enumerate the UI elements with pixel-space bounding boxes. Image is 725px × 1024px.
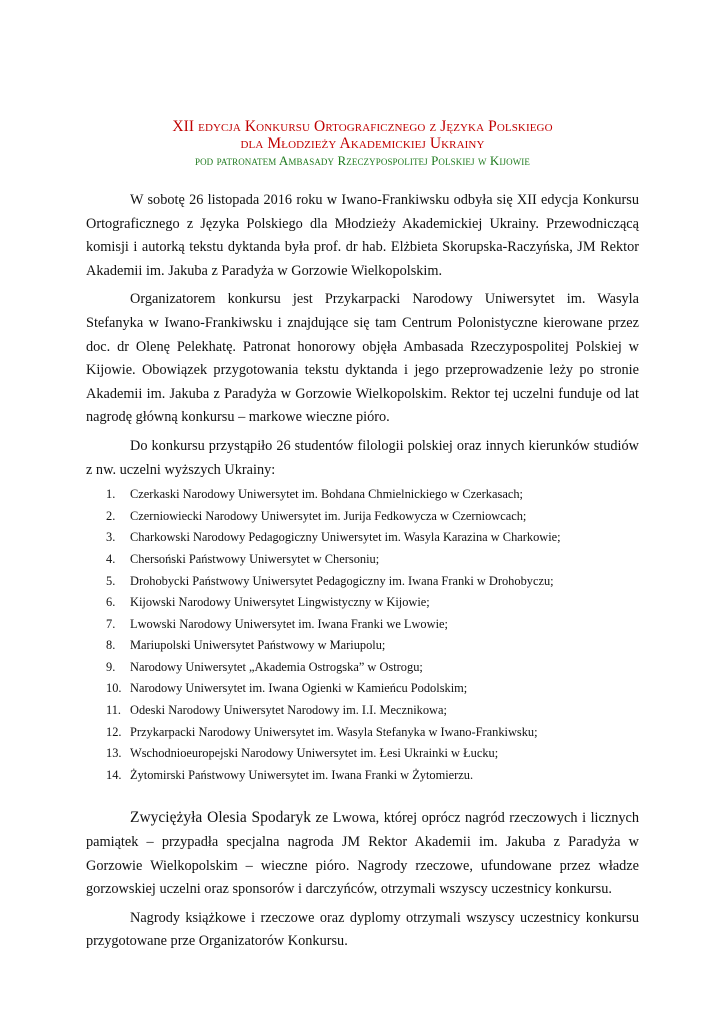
list-item-text: Czerniowiecki Narodowy Uniwersytet im. Jurija Fedkowycza w Czerniowcach; <box>130 508 527 523</box>
list-item-number: 6. <box>106 595 116 610</box>
paragraph-prizes: Nagrody książkowe i rzeczowe oraz dyplomy otrzymali wszyscy uczestnicy konkursu przygotowane prze Organizatorów Konkursu. <box>86 909 639 950</box>
list-item <box>86 506 639 528</box>
list-item-number: 7. <box>106 616 116 631</box>
list-item <box>86 549 639 571</box>
list-item-number: 2. <box>106 508 116 523</box>
list-item <box>86 484 639 506</box>
list-item-text: Narodowy Uniwersytet „Akademia Ostrogska” w Ostrogu; <box>130 659 423 674</box>
list-item <box>86 527 639 549</box>
title-line-1: XII edycja Konkursu Ortograficznego z Języka Polskiego <box>172 118 553 135</box>
winner-name: Zwyciężyła Olesia Spodaryk <box>130 809 311 827</box>
list-item <box>86 765 639 787</box>
winner-description: ze Lwowa, której oprócz nagród rzeczowych i licznych pamiątek – przypadła specjalna nagroda JM Rektor Akademii im. Jakuba z Paradyża w Gorzowie Wielkopolskim – wieczne pióro. Nagrody rzeczowe, ufundowane przez władze gorzowskiej uczelni oraz sponsorów i darczyńców, otrzymali wszyscy uczestnicy konkursu. <box>86 810 639 898</box>
list-item-text: Kijowski Narodowy Uniwersytet Lingwistyczny w Kijowie; <box>130 595 430 610</box>
subtitle-patronage: pod patronatem Ambasady Rzeczypospolitej Polskiej w Kijowie <box>194 153 531 168</box>
list-item-text: Odeski Narodowy Uniwersytet Narodowy im. I.I. Mecznikowa; <box>130 703 447 718</box>
document-body <box>86 189 639 954</box>
list-item <box>86 678 639 700</box>
title-line-2: dla Młodzieży Akademickiej Ukrainy <box>240 135 485 152</box>
list-item-number: 5. <box>106 573 116 588</box>
university-list <box>86 484 639 786</box>
paragraph-intro: W sobotę 26 listopada 2016 roku w Iwano-Frankiwsku odbyła się XII edycja Konkursu Ortograficznego z Języka Polskiego dla Młodzieży Akademickiej Ukrainy. Przewodniczącą komisji i autorką tekstu dyktanda była prof. dr hab. Elżbieta Skorupska-Raczyńska, JM Rektor Akademii im. Jakuba z Paradyża w Gorzowie Wielkopolskim. <box>86 192 639 279</box>
list-item-number: 3. <box>106 530 116 545</box>
list-item <box>86 614 639 636</box>
list-item <box>86 743 639 765</box>
list-item-number: 8. <box>106 638 116 653</box>
list-item-text: Drohobycki Państwowy Uniwersytet Pedagogiczny im. Iwana Franki w Drohobyczu; <box>130 573 554 588</box>
list-item <box>86 635 639 657</box>
list-item-text: Charkowski Narodowy Pedagogiczny Uniwersytet im. Wasyla Karazina w Charkowie; <box>130 530 561 545</box>
list-item-number: 13. <box>106 746 122 761</box>
paragraph-participants: Do konkursu przystąpiło 26 studentów filologii polskiej oraz innych kierunków studiów z nw. uczelni wyższych Ukrainy: <box>86 437 639 478</box>
list-item <box>86 592 639 614</box>
list-item-number: 4. <box>106 551 116 566</box>
list-item <box>86 571 639 593</box>
paragraph-winner <box>86 806 639 901</box>
list-item <box>86 722 639 744</box>
list-item-text: Mariupolski Uniwersytet Państwowy w Mariupolu; <box>130 638 386 653</box>
list-item-text: Czerkaski Narodowy Uniwersytet im. Bohdana Chmielnickiego w Czerkasach; <box>130 487 523 502</box>
list-item-number: 14. <box>106 767 122 782</box>
list-item-number: 12. <box>106 724 122 739</box>
list-item-text: Chersoński Państwowy Uniwersytet w Chersoniu; <box>130 551 380 566</box>
paragraph-organizer: Organizatorem konkursu jest Przykarpacki Narodowy Uniwersytet im. Wasyla Stefanyka w Iwano-Frankiwsku i znajdujące się tam Centrum Polonistyczne kierowane przez doc. dr Olenę Pelekhatę. Patronat honorowy objęła Ambasada Rzeczypospolitej Polskiej w Kijowie. Obowiązek przygotowania tekstu dyktanda i jego przeprowadzenie leży po stronie Akademii im. Jakuba z Paradyża w Gorzowie Wielkopolskim. Rektor tej uczelni funduje od lat nagrodę główną konkursu – markowe wieczne pióro. <box>86 291 639 426</box>
list-item-number: 9. <box>106 659 116 674</box>
list-item-text: Lwowski Narodowy Uniwersytet im. Iwana Franki we Lwowie; <box>130 616 448 631</box>
document-header <box>86 118 639 169</box>
list-item <box>86 700 639 722</box>
list-item-number: 11. <box>106 703 122 718</box>
list-item-text: Przykarpacki Narodowy Uniwersytet im. Wasyla Stefanyka w Iwano-Frankiwsku; <box>130 724 538 739</box>
list-item-text: Narodowy Uniwersytet im. Iwana Ogienki w Kamieńcu Podolskim; <box>130 681 468 696</box>
list-item <box>86 657 639 679</box>
list-item-number: 10. <box>106 681 122 696</box>
list-item-number: 1. <box>106 487 116 502</box>
list-item-text: Żytomirski Państwowy Uniwersytet im. Iwana Franki w Żytomierzu. <box>130 767 474 782</box>
list-item-text: Wschodnioeuropejski Narodowy Uniwersytet im. Łesi Ukrainki w Łucku; <box>130 746 499 761</box>
